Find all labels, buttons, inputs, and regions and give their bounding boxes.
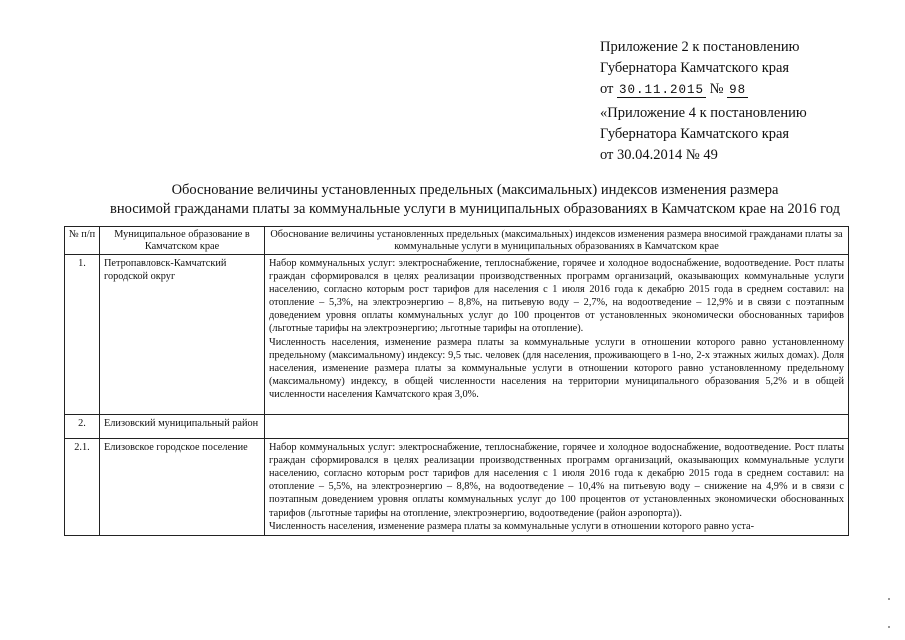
date-prefix: от (600, 81, 614, 97)
appendix-line-1: Приложение 2 к постановлению (600, 39, 800, 55)
justification-paragraph: Набор коммунальных услуг: электроснабжение, теплоснабжение, горячее и холодное водоснабжение, водоотведение. Рост платы граждан сформировался в целях реализации производственных программ организаций, оказывающих коммунальные услуги населению, согласно которым рост тарифов для населения с 1 июля 2016 года к декабрю 2015 года в среднем составил: на отопление – 5,5%, на электроэнергию – 8,8%, на водоотведение – 10,4% на питьевую воду – снижение на 4,9% и в связи с поэтапным доведением уровня оплаты коммунальных услуг до 100 процентов от установленных экономически обоснованных тарифов (льготные тарифы на отопление, электроэнергию, водоотведение (район аэропорта)). (269, 442, 844, 519)
row-municipality: Елизовское городское поселение (100, 439, 265, 536)
decree-date: 30.11.2015 (619, 83, 705, 97)
row-justification (265, 255, 849, 415)
row-municipality: Елизовский муниципальный район (100, 415, 265, 439)
appendix-reference (600, 37, 799, 101)
previous-appendix-line-1: «Приложение 4 к постановлению (600, 105, 807, 121)
row-number: 1. (65, 255, 100, 415)
appendix-date-line (600, 79, 799, 101)
number-prefix: № (709, 81, 724, 97)
justification-paragraph: Численность населения, изменение размера платы за коммунальные услуги в отношении которого равно установленному предельному (максимальному) индексу: 9,5 тыс. человек (для населения, проживающего в 1-но, 2-х этажных жилых домах). Доля населения, изменение размера платы за коммунальные услуги в отношении которого равно установленному предельному (максимальному) индексу, в общей численности населения на территории муниципального образования 5,2% и в общей численности населения Камчатского края 3,0%. (269, 336, 844, 400)
justification-paragraph: Численность населения, изменение размера платы за коммунальные услуги в отношении которого равно уста- (269, 520, 755, 532)
row-justification (265, 439, 849, 536)
previous-appendix-line-3: от 30.04.2014 № 49 (600, 147, 718, 163)
row-number: 2. (65, 415, 100, 439)
previous-appendix-line-2: Губернатора Камчатского края (600, 126, 790, 142)
table-row (65, 415, 849, 439)
header-justification: Обоснование величины установленных предельных (максимальных) индексов изменения размера вносимой гражданами платы за коммунальные услуги в муниципальных образованиях в Камчатском крае (265, 227, 849, 255)
table-row (65, 439, 849, 536)
header-municipality: Муниципальное образование в Камчатском крае (100, 227, 265, 255)
scan-speck (888, 626, 890, 628)
table-header-row (65, 227, 849, 255)
document-title (60, 181, 890, 219)
decree-number: 98 (729, 83, 747, 97)
title-line-2: вносимой гражданами платы за коммунальные услуги в муниципальных образованиях в Камчатском крае на 2016 год (110, 201, 840, 217)
justification-paragraph: Набор коммунальных услуг: электроснабжение, теплоснабжение, горячее и холодное водоснабжение, водоотведение. Рост платы граждан сформировался в целях реализации производственных программ организаций, оказывающих коммунальные услуги населению, согласно которым рост тарифов для населения с 1 июля 2016 года к декабрю 2015 года в среднем составил: на отопление – 5,3%, на электроэнергию – 8,8%, на питьевую воду – 2,7%, на водоотведение – 12,9% и в связи с поэтапным доведением уровня оплаты коммунальных услуг до 100 процентов от установленных экономически обоснованных тарифов (льготные тарифы на электроэнергию; льготные тарифы на отопление). (269, 258, 844, 335)
row-municipality: Петропавловск-Камчатский городской округ (100, 255, 265, 415)
header-num: № п/п (65, 227, 100, 255)
row-justification (265, 415, 849, 439)
justification-table (64, 226, 849, 536)
previous-appendix-reference (600, 103, 807, 166)
row-number: 2.1. (65, 439, 100, 536)
title-line-1: Обоснование величины установленных предельных (максимальных) индексов изменения размера (171, 182, 779, 198)
scan-speck (888, 598, 890, 600)
table-row (65, 255, 849, 415)
appendix-line-2: Губернатора Камчатского края (600, 60, 790, 76)
